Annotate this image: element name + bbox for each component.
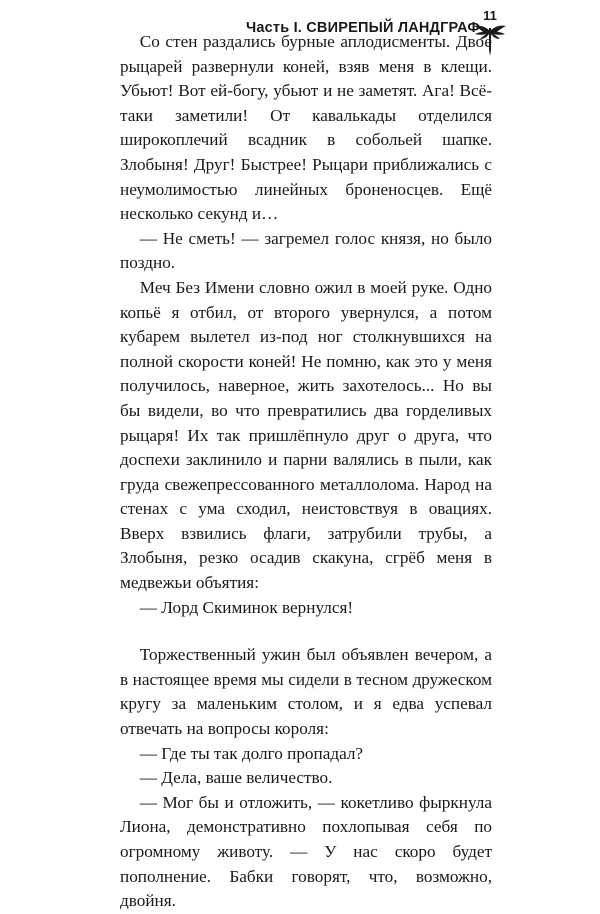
paragraph: Со стен раздались бурные аплодисменты. Двое рыцарей развернули коней, взяв меня в клещи. Убьют! Вот ей-богу, убьют и не заметят. Ага! Всё-таки заметили! От кавалькады отделился широкоплечий всадник в собольей шапке. Злобыня! Друг! Быстрее! Рыцари приближались с неумолимостью линейных броненосцев. Ещё несколько секунд и… <box>120 32 492 224</box>
paragraph: — Не сметь! — загремел голос князя, но было поздно. <box>120 228 492 273</box>
paragraph: — Лорд Скиминок вернулся! <box>139 597 354 617</box>
body-text <box>120 30 492 914</box>
paragraph: — Мог бы и отложить, — кокетливо фыркнула Лиона, демонстративно похлопывая себя по огромному животу. — У нас скоро будет пополнение. Бабки говорят, что, возможно, двойня. <box>120 792 492 911</box>
paragraph: — Где ты так долго пропадал? <box>139 743 364 763</box>
paragraph: — Дела, ваше величество. <box>139 768 333 788</box>
running-title: Часть I. СВИРЕПЫЙ ЛАНДГРАФ <box>246 20 480 36</box>
paragraph: Меч Без Имени словно ожил в моей руке. Одно копьё я отбил, от второго увернулся, а потом кубарем вылетел из-под ног столкнувшихся на полной скорости коней! Не помню, как это у меня получилось, наверное, жить захотелось... Но вы бы видели, во что превратились два горделивых рыцаря! Их так пришлёпнуло друг о друга, что доспехи заклинило и парни валялись в пыли, как груда свежепрессованного металлолома. Народ на стенах с ума сходил, неистовствуя в овациях. Вверх взвились флаги, затрубили трубы, а Злобыня, резко осадив скакуна, сгрёб меня в медвежьи объятия: <box>120 277 492 593</box>
page-number: 11 <box>483 8 497 23</box>
paragraph: Торжественный ужин был объявлен вечером, а в настоящее время мы сидели в тесном дружеском кругу за маленьким столом, и я едва успевал отвечать на вопросы короля: <box>120 645 492 739</box>
